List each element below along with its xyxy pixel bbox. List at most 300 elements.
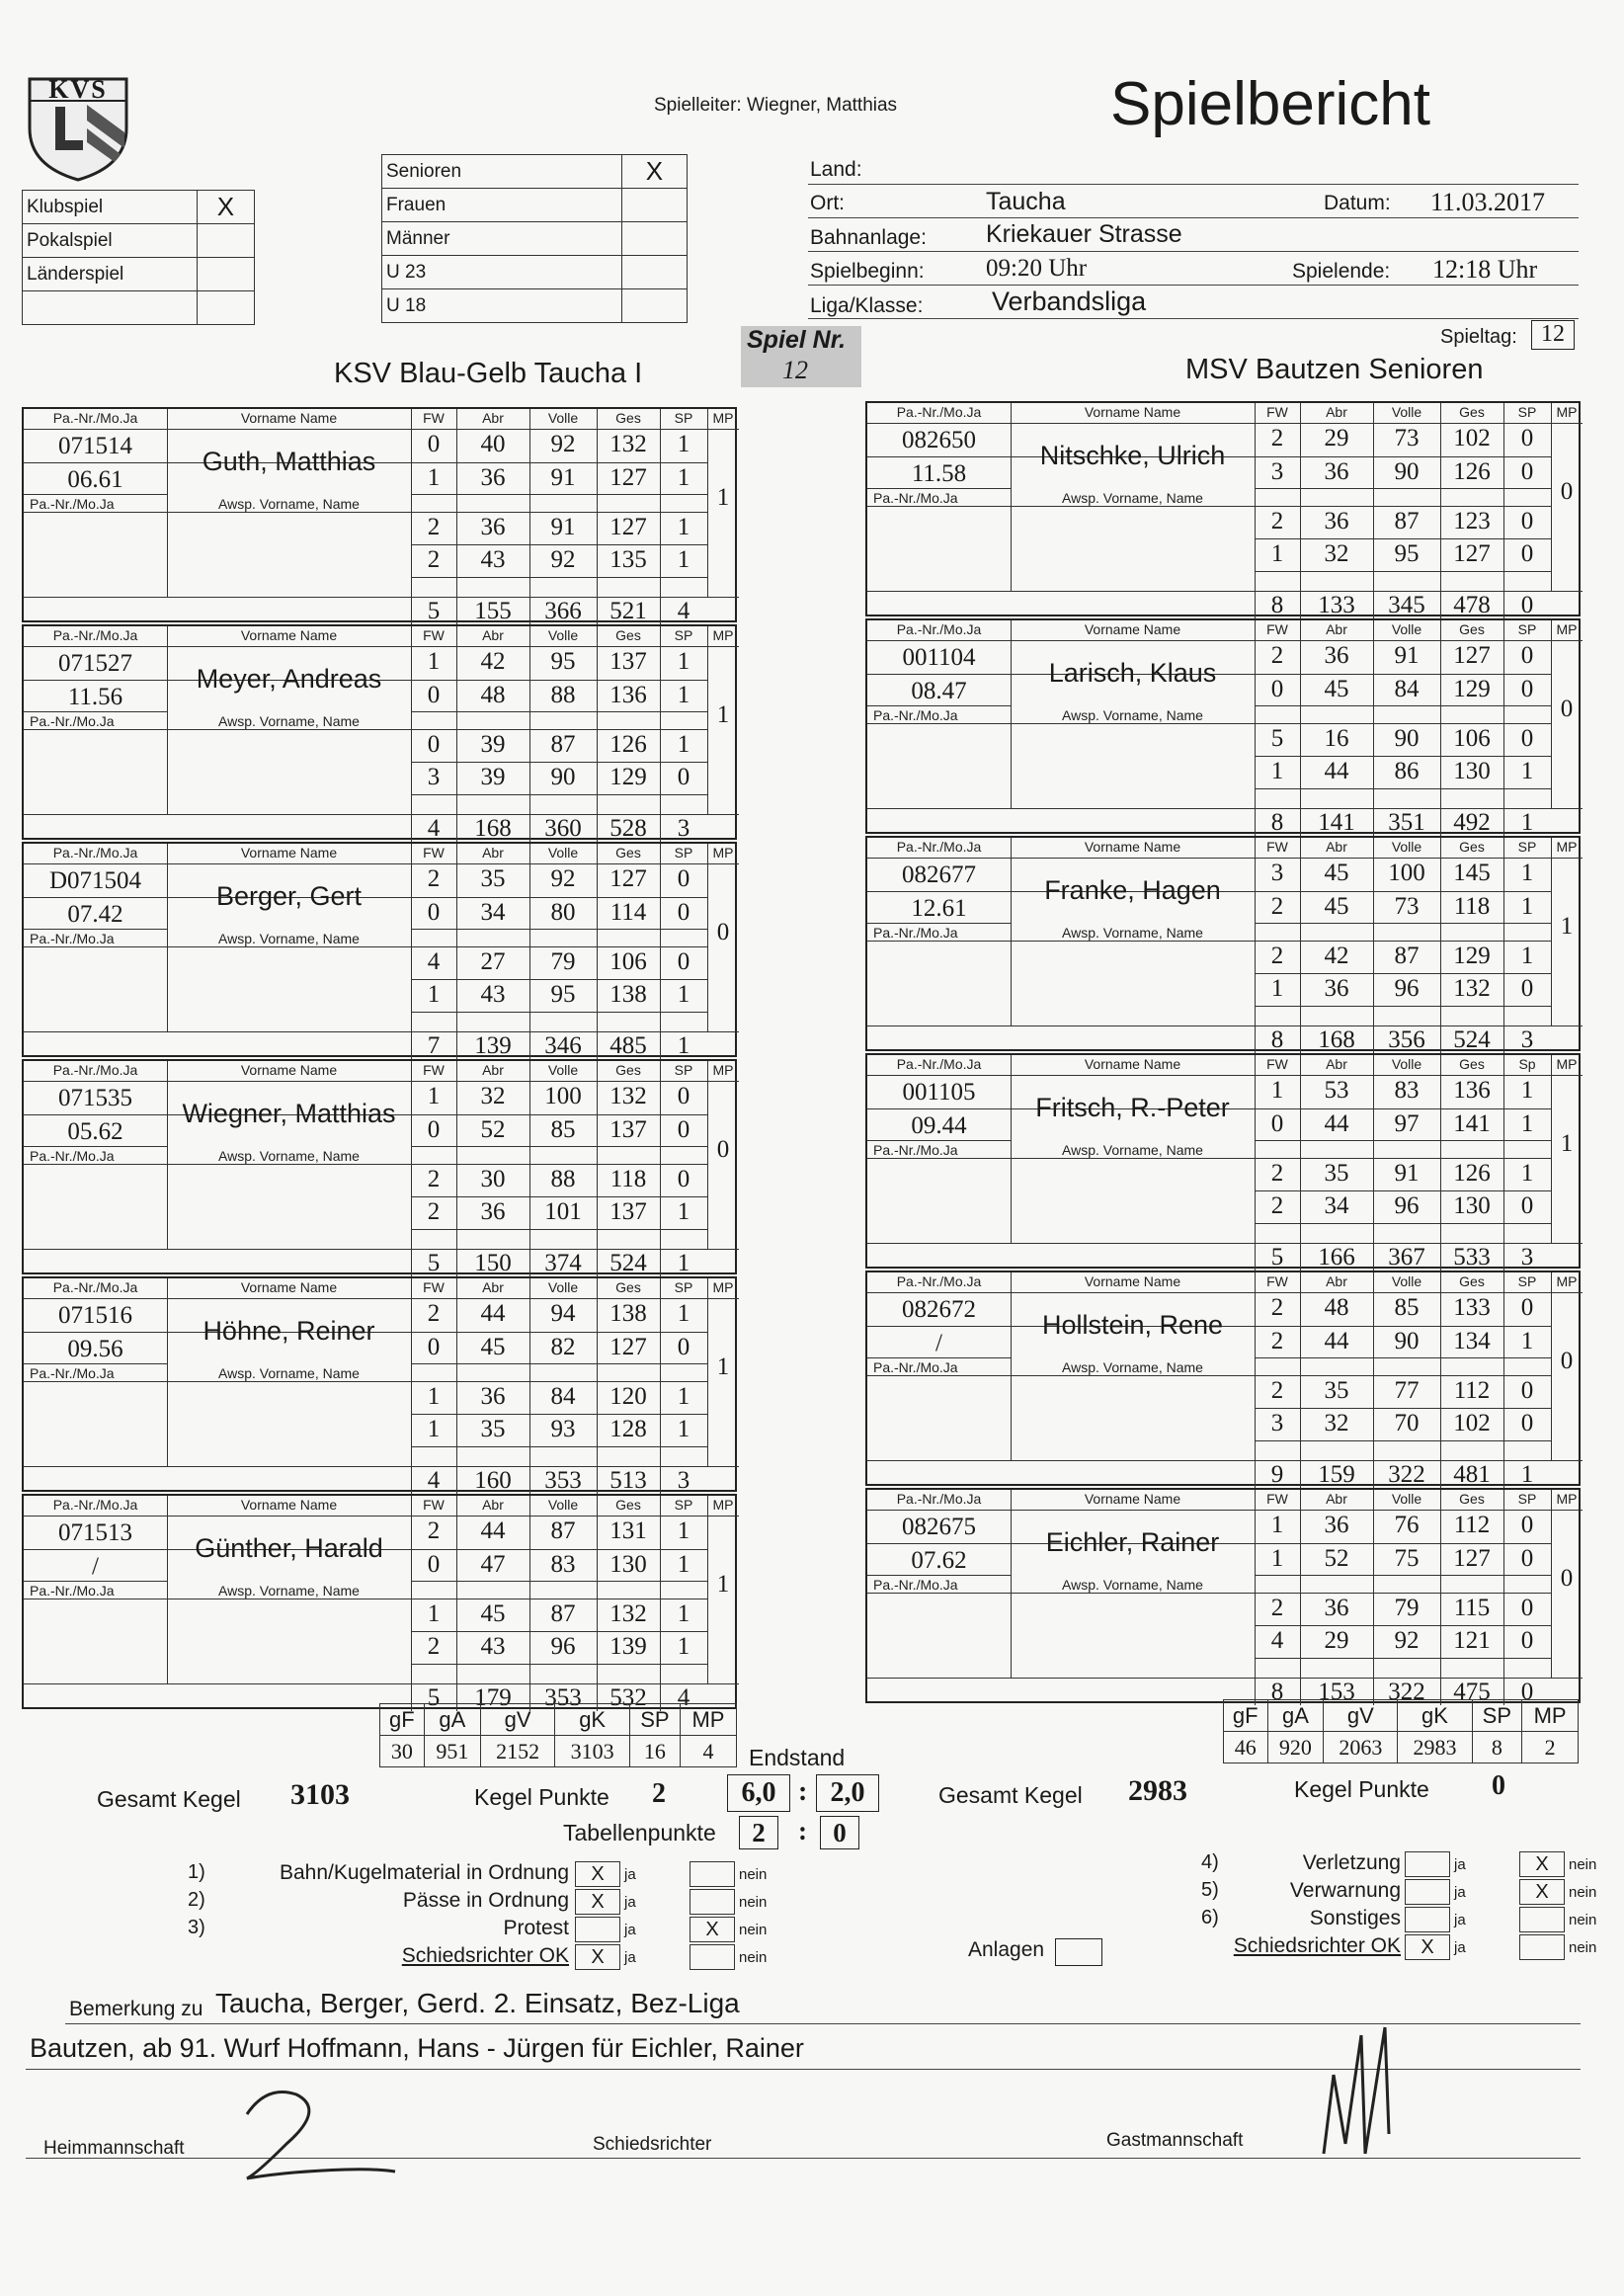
throw-value: 43: [480, 981, 506, 1008]
throw-value: 91: [1394, 642, 1420, 669]
player-name: Franke, Hagen: [1044, 875, 1221, 905]
player-birth: 11.58: [911, 460, 967, 487]
throw-value: 39: [480, 731, 506, 758]
throw-value: 92: [550, 865, 576, 892]
total-value: 1: [1520, 809, 1534, 836]
total-value: 346: [544, 1032, 582, 1059]
check-nein-box[interactable]: [690, 1944, 735, 1970]
check-ja-box[interactable]: X: [575, 1944, 620, 1970]
away-kp-label: Kegel Punkte: [1294, 1776, 1429, 1802]
total-value: 5: [427, 1684, 441, 1711]
player-birth: 05.62: [67, 1118, 123, 1145]
away-totals-table: [1223, 1699, 1579, 1763]
total-value: 513: [609, 1467, 647, 1494]
header-ges: Ges: [615, 410, 641, 426]
throw-value: 2: [1270, 508, 1284, 534]
throw-value: 145: [1453, 860, 1491, 886]
throw-value: 1: [427, 981, 441, 1008]
throw-value: 1: [427, 1383, 441, 1410]
home-signature: [227, 2075, 405, 2193]
throw-value: 114: [609, 899, 647, 926]
throw-value: 129: [1453, 676, 1491, 702]
totals-header: SP: [1472, 1700, 1522, 1732]
throw-value: 0: [1520, 1294, 1534, 1321]
throw-value: 1: [1270, 1545, 1284, 1572]
header-fw: FW: [1266, 621, 1288, 637]
header-vorname: Vorname Name: [1084, 1273, 1181, 1289]
throw-value: 85: [550, 1116, 576, 1143]
header-abr: Abr: [482, 845, 504, 861]
player-pass-number: 071513: [58, 1519, 132, 1546]
category-mark[interactable]: [621, 189, 687, 222]
check-nein-box[interactable]: [1519, 1907, 1565, 1932]
totals-header: gF: [380, 1704, 425, 1736]
throw-value: 32: [1324, 1410, 1349, 1436]
header-mp: MP: [712, 410, 734, 426]
player-mp: 0: [1560, 1565, 1574, 1592]
player-mp: 1: [716, 701, 730, 728]
total-value: 366: [544, 598, 582, 624]
header-abr: Abr: [1326, 1491, 1347, 1507]
throw-value: 0: [1520, 676, 1534, 702]
throw-value: 115: [1453, 1595, 1491, 1621]
throw-value: 1: [1270, 758, 1284, 784]
header-pa: Pa.-Nr./Mo.Ja: [52, 1279, 138, 1295]
throw-value: 0: [1270, 1110, 1284, 1137]
throw-value: 120: [609, 1383, 647, 1410]
header-vorname: Vorname Name: [240, 1279, 338, 1295]
throw-value: 2: [427, 1198, 441, 1225]
header-sp: SP: [1517, 839, 1537, 855]
throw-value: 0: [427, 1334, 441, 1360]
match-type-row: Klubspiel X: [23, 191, 255, 224]
player-pass-number: 082672: [902, 1296, 976, 1323]
total-value: 0: [1520, 592, 1534, 618]
endstand-label: Endstand: [749, 1745, 846, 1770]
player-birth: 12.61: [911, 895, 967, 922]
throw-value: 36: [1324, 458, 1349, 485]
total-value: 8: [1270, 592, 1284, 618]
throw-value: 138: [609, 981, 647, 1008]
throw-value: 129: [609, 764, 647, 790]
header-pa: Pa.-Nr./Mo.Ja: [52, 1497, 138, 1513]
header-fw: FW: [1266, 404, 1288, 420]
player-birth: 11.56: [67, 684, 123, 710]
total-value: 492: [1453, 809, 1491, 836]
check-nein-box[interactable]: [690, 1861, 735, 1887]
throw-value: 0: [427, 899, 441, 926]
totals-value: 30: [380, 1736, 425, 1767]
liga-value: Verbandsliga: [992, 287, 1147, 316]
header-pa: Pa.-Nr./Mo.Ja: [896, 839, 982, 855]
player-block: Pa.-Nr./Mo.Ja Vorname Name FW Abr Volle Ges SP MP 071527 11.56 Pa.-Nr./Mo.Ja Meyer, Andreas Awsp. Vorname, Name 1 42 95 137 1 0 48 88 136 1 0 39 87 126 1 3 39 90 129 0 4 168 360 528 3 1: [22, 624, 737, 840]
category-row: Frauen: [382, 189, 688, 222]
header-pa: Pa.-Nr./Mo.Ja: [896, 621, 982, 637]
player-block: Pa.-Nr./Mo.Ja Vorname Name FW Abr Volle Ges SP MP 071514 06.61 Pa.-Nr./Mo.Ja Guth, Matthias Awsp. Vorname, Name 0 40 92 132 1 1 36 91 127 1 2 36 91 127 1 2 43 92 135 1 5 155 366 521 4 1: [22, 407, 737, 622]
throw-value: 53: [1324, 1077, 1349, 1104]
player-birth: 07.42: [67, 901, 123, 928]
throw-value: 36: [1324, 508, 1349, 534]
throw-value: 141: [1453, 1110, 1491, 1137]
header-volle: Volle: [547, 1497, 579, 1513]
throw-value: 123: [1453, 508, 1491, 534]
total-value: 360: [544, 815, 582, 842]
category-mark[interactable]: X: [621, 155, 687, 189]
throw-value: 1: [427, 464, 441, 491]
throw-value: 0: [677, 865, 690, 892]
throw-value: 112: [1453, 1377, 1491, 1404]
header-ges: Ges: [1459, 404, 1485, 420]
remark-line-1: Bemerkung zu Taucha, Berger, Gerd. 2. Einsatz, Bez-Liga: [65, 1984, 1581, 2024]
header-vorname: Vorname Name: [240, 845, 338, 861]
player-birth: 08.47: [911, 678, 967, 704]
throw-value: 106: [1453, 725, 1491, 752]
throw-value: 1: [677, 1517, 690, 1544]
header-ges: Ges: [1459, 621, 1485, 637]
throw-value: 1: [427, 1083, 441, 1109]
check-nein-box[interactable]: X: [1519, 1879, 1565, 1905]
throw-value: 0: [677, 764, 690, 790]
throw-value: 87: [1394, 508, 1420, 534]
player-mp: 1: [716, 1353, 730, 1380]
throw-value: 4: [427, 948, 441, 975]
throw-value: 0: [1520, 508, 1534, 534]
tabellen-away: 0: [820, 1816, 859, 1849]
throw-value: 36: [480, 1383, 506, 1410]
throw-value: 91: [1394, 1160, 1420, 1187]
throw-value: 0: [677, 948, 690, 975]
totals-value: 4: [680, 1736, 736, 1767]
throw-value: 90: [1394, 725, 1420, 752]
throw-value: 80: [550, 899, 576, 926]
throw-value: 42: [480, 648, 506, 675]
throw-value: 44: [1324, 1328, 1349, 1354]
total-value: 168: [474, 815, 512, 842]
check-ja-box[interactable]: X: [575, 1889, 620, 1915]
check-nein-box[interactable]: X: [1519, 1851, 1565, 1877]
throw-value: 1: [1270, 1512, 1284, 1538]
total-value: 481: [1453, 1461, 1491, 1488]
throw-value: 132: [609, 431, 647, 457]
throw-value: 0: [427, 1551, 441, 1578]
player-birth: /: [92, 1553, 99, 1580]
category-row: U 23: [382, 256, 688, 289]
throw-value: 132: [1453, 975, 1491, 1002]
throw-value: 126: [1453, 458, 1491, 485]
throw-value: 1: [1520, 1160, 1534, 1187]
throw-value: 130: [609, 1551, 647, 1578]
throw-value: 40: [480, 431, 506, 457]
match-type-mark[interactable]: X: [197, 191, 254, 224]
match-type-mark[interactable]: [197, 258, 254, 291]
throw-value: 2: [1270, 893, 1284, 920]
player-mp: 1: [716, 484, 730, 511]
throw-value: 35: [1324, 1377, 1349, 1404]
spieltag-value: 12: [1531, 320, 1575, 350]
home-gesamt-label: Gesamt Kegel: [97, 1786, 241, 1812]
check-label: Sonstiges: [1309, 1907, 1401, 1929]
home-team-name: KSV Blau-Gelb Taucha I: [334, 358, 643, 389]
throw-value: 3: [427, 764, 441, 790]
check-number: 2): [188, 1889, 205, 1911]
throw-value: 90: [1394, 1328, 1420, 1354]
throw-value: 0: [677, 1166, 690, 1192]
throw-value: 84: [1394, 676, 1420, 702]
total-value: 160: [474, 1467, 512, 1494]
throw-value: 73: [1394, 893, 1420, 920]
throw-value: 34: [1324, 1192, 1349, 1219]
header-volle: Volle: [1391, 1056, 1422, 1072]
match-type-mark[interactable]: [197, 291, 254, 325]
header-mp: MP: [1556, 404, 1578, 420]
throw-value: 1: [677, 514, 690, 540]
category-mark[interactable]: [621, 256, 687, 289]
check-label: Verwarnung: [1289, 1879, 1401, 1902]
check-nein-box[interactable]: X: [690, 1917, 735, 1942]
throw-value: 3: [1270, 860, 1284, 886]
check-nein-box[interactable]: [690, 1889, 735, 1915]
header-ges: Ges: [615, 1279, 641, 1295]
throw-value: 83: [550, 1551, 576, 1578]
total-value: 150: [474, 1250, 512, 1276]
throw-value: 134: [1453, 1328, 1491, 1354]
check-ja-box[interactable]: X: [1405, 1934, 1450, 1960]
header-abr: Abr: [482, 627, 504, 643]
total-value: 345: [1388, 592, 1425, 618]
header-fw: FW: [1266, 1491, 1288, 1507]
header-sp: SP: [1517, 1491, 1537, 1507]
category-row: U 18: [382, 289, 688, 323]
header-pa: Pa.-Nr./Mo.Ja: [896, 404, 982, 420]
total-value: 475: [1453, 1679, 1491, 1705]
header-volle: Volle: [1391, 621, 1422, 637]
total-value: 353: [544, 1684, 582, 1711]
throw-value: 91: [550, 514, 576, 540]
throw-value: 92: [550, 431, 576, 457]
player-pass-number: 071516: [58, 1302, 132, 1329]
total-value: 139: [474, 1032, 512, 1059]
totals-value: 2152: [480, 1736, 555, 1767]
player-name: Larisch, Klaus: [1048, 658, 1217, 688]
throw-value: 1: [677, 682, 690, 708]
header-vorname: Vorname Name: [1084, 621, 1181, 637]
away-gesamt-label: Gesamt Kegel: [938, 1782, 1083, 1808]
throw-value: 52: [1324, 1545, 1349, 1572]
totals-value: 8: [1472, 1732, 1522, 1763]
throw-value: 137: [609, 648, 647, 675]
totals-value: 920: [1267, 1732, 1324, 1763]
throw-value: 0: [677, 1334, 690, 1360]
total-value: 322: [1388, 1679, 1425, 1705]
throw-value: 0: [427, 682, 441, 708]
total-value: 3: [677, 815, 690, 842]
throw-value: 127: [1453, 642, 1491, 669]
total-value: 521: [609, 598, 647, 624]
header-pa: Pa.-Nr./Mo.Ja: [896, 1491, 982, 1507]
throw-value: 3: [1270, 458, 1284, 485]
total-value: 322: [1388, 1461, 1425, 1488]
header-ges: Ges: [1459, 839, 1485, 855]
category-table: [381, 154, 688, 323]
throw-value: 1: [677, 1416, 690, 1442]
match-type-mark[interactable]: [197, 224, 254, 258]
throw-value: 137: [609, 1198, 647, 1225]
total-value: 4: [677, 598, 690, 624]
throw-value: 0: [1520, 1627, 1534, 1654]
player-name: Meyer, Andreas: [196, 664, 382, 694]
throw-value: 130: [1453, 758, 1491, 784]
totals-value: 2063: [1324, 1732, 1398, 1763]
throw-value: 118: [609, 1166, 647, 1192]
throw-value: 45: [480, 1600, 506, 1627]
throw-value: 86: [1394, 758, 1420, 784]
throw-value: 83: [1394, 1077, 1420, 1104]
throw-value: 2: [427, 546, 441, 573]
spiel-nr-box: Spiel Nr. 12: [741, 326, 861, 387]
throw-value: 27: [480, 948, 506, 975]
throw-value: 102: [1453, 1410, 1491, 1436]
check-ja-box[interactable]: [1405, 1879, 1450, 1905]
header-mp: MP: [712, 1279, 734, 1295]
header-mp: MP: [712, 1497, 734, 1513]
throw-value: 47: [480, 1551, 506, 1578]
throw-value: 1: [427, 648, 441, 675]
header-abr: Abr: [482, 1279, 504, 1295]
header-mp: MP: [1556, 1273, 1578, 1289]
throw-value: 36: [1324, 1595, 1349, 1621]
throw-value: 82: [550, 1334, 576, 1360]
header-fw: FW: [423, 627, 445, 643]
anlagen-box[interactable]: [1055, 1938, 1102, 1966]
throw-value: 90: [550, 764, 576, 790]
endstand-home: 6,0: [727, 1774, 790, 1812]
home-kp-label: Kegel Punkte: [474, 1784, 609, 1810]
header-fw: FW: [1266, 1056, 1288, 1072]
throw-value: 42: [1324, 943, 1349, 969]
throw-value: 2: [1270, 1294, 1284, 1321]
throw-value: 91: [550, 464, 576, 491]
check-ja-box[interactable]: [1405, 1851, 1450, 1877]
throw-value: 48: [1324, 1294, 1349, 1321]
throw-value: 92: [1394, 1627, 1420, 1654]
player-pass-number: 082677: [902, 861, 976, 888]
header-volle: Volle: [547, 410, 579, 426]
throw-value: 88: [550, 682, 576, 708]
header-abr: Abr: [1326, 1056, 1347, 1072]
throw-value: 2: [1270, 1328, 1284, 1354]
throw-value: 1: [1520, 943, 1534, 969]
header-mp: MP: [1556, 839, 1578, 855]
throw-value: 88: [550, 1166, 576, 1192]
throw-value: 2: [427, 865, 441, 892]
total-value: 1: [1520, 1461, 1534, 1488]
throw-value: 16: [1324, 725, 1349, 752]
total-value: 485: [609, 1032, 647, 1059]
totals-header: gV: [1324, 1700, 1398, 1732]
total-value: 159: [1318, 1461, 1355, 1488]
throw-value: 87: [550, 1517, 576, 1544]
total-value: 5: [427, 598, 441, 624]
header-pa: Pa.-Nr./Mo.Ja: [52, 410, 138, 426]
throw-value: 2: [427, 1300, 441, 1327]
throw-value: 1: [427, 1600, 441, 1627]
check-label: Schiedsrichter OK: [401, 1944, 569, 1967]
header-mp: MP: [712, 1062, 734, 1078]
player-pass-number: 071535: [58, 1085, 132, 1111]
throw-value: 70: [1394, 1410, 1420, 1436]
totals-value: 2: [1522, 1732, 1579, 1763]
category-row: Männer: [382, 222, 688, 256]
header-vorname: Vorname Name: [240, 1497, 338, 1513]
bahn-value: Kriekauer Strasse: [986, 220, 1182, 248]
throw-value: 75: [1394, 1545, 1420, 1572]
player-birth: 09.56: [67, 1336, 123, 1362]
check-ja-box[interactable]: X: [575, 1861, 620, 1887]
throw-value: 30: [480, 1166, 506, 1192]
total-value: 4: [677, 1684, 690, 1711]
spielleiter: Spielleiter: Wiegner, Matthias: [654, 95, 898, 116]
total-value: 528: [609, 815, 647, 842]
throw-value: 1: [427, 1416, 441, 1442]
total-value: 351: [1388, 809, 1425, 836]
away-gesamt-value: 2983: [1128, 1774, 1187, 1807]
category-mark[interactable]: [621, 222, 687, 256]
throw-value: 1: [677, 1300, 690, 1327]
throw-value: 139: [609, 1633, 647, 1660]
check-ja-box[interactable]: [1405, 1907, 1450, 1932]
header-fw: FW: [423, 1279, 445, 1295]
throw-value: 90: [1394, 458, 1420, 485]
throw-value: 44: [1324, 1110, 1349, 1137]
check-ja-box[interactable]: [575, 1917, 620, 1942]
throw-value: 1: [677, 464, 690, 491]
throw-value: 127: [1453, 1545, 1491, 1572]
player-mp: 1: [1560, 913, 1574, 940]
throw-value: 129: [1453, 943, 1491, 969]
player-block: Pa.-Nr./Mo.Ja Vorname Name FW Abr Volle Ges SP MP 071535 05.62 Pa.-Nr./Mo.Ja Wiegner, Matthias Awsp. Vorname, Name 1 32 100 132 0 0 52 85 137 0 2 30 88 118 0 2 36 101 137 1 5 150 374 524 1 0: [22, 1059, 737, 1274]
header-fw: FW: [423, 410, 445, 426]
throw-value: 1: [677, 1633, 690, 1660]
header-volle: Volle: [1391, 1273, 1422, 1289]
player-pass-number: 071514: [58, 433, 132, 459]
throw-value: 0: [1520, 1595, 1534, 1621]
throw-value: 3: [1270, 1410, 1284, 1436]
throw-value: 36: [1324, 1512, 1349, 1538]
header-abr: Abr: [1326, 839, 1347, 855]
total-value: 478: [1453, 592, 1491, 618]
total-value: 1: [677, 1032, 690, 1059]
throw-value: 35: [1324, 1160, 1349, 1187]
check-nein-box[interactable]: [1519, 1934, 1565, 1960]
player-block: Pa.-Nr./Mo.Ja Vorname Name FW Abr Volle Ges SP MP 082677 12.61 Pa.-Nr./Mo.Ja Franke, Hagen Awsp. Vorname, Name 3 45 100 145 1 2 45 73 118 1 2 42 87 129 1 1 36 96 132 0 8 168 356 524 3 1: [865, 836, 1581, 1051]
player-mp: 0: [1560, 696, 1574, 722]
throw-value: 44: [1324, 758, 1349, 784]
header-volle: Volle: [1391, 1491, 1422, 1507]
check-label: Verletzung: [1302, 1851, 1401, 1874]
category-mark[interactable]: [621, 289, 687, 323]
away-team-name: MSV Bautzen Senioren: [1185, 354, 1484, 385]
throw-value: 127: [1453, 540, 1491, 567]
throw-value: 96: [550, 1633, 576, 1660]
throw-value: 121: [1453, 1627, 1491, 1654]
player-name: Fritsch, R.-Peter: [1035, 1093, 1230, 1122]
total-value: 533: [1453, 1244, 1491, 1271]
throw-value: 92: [550, 546, 576, 573]
throw-value: 136: [1453, 1077, 1491, 1104]
throw-value: 87: [1394, 943, 1420, 969]
throw-value: 128: [609, 1416, 647, 1442]
throw-value: 45: [480, 1334, 506, 1360]
